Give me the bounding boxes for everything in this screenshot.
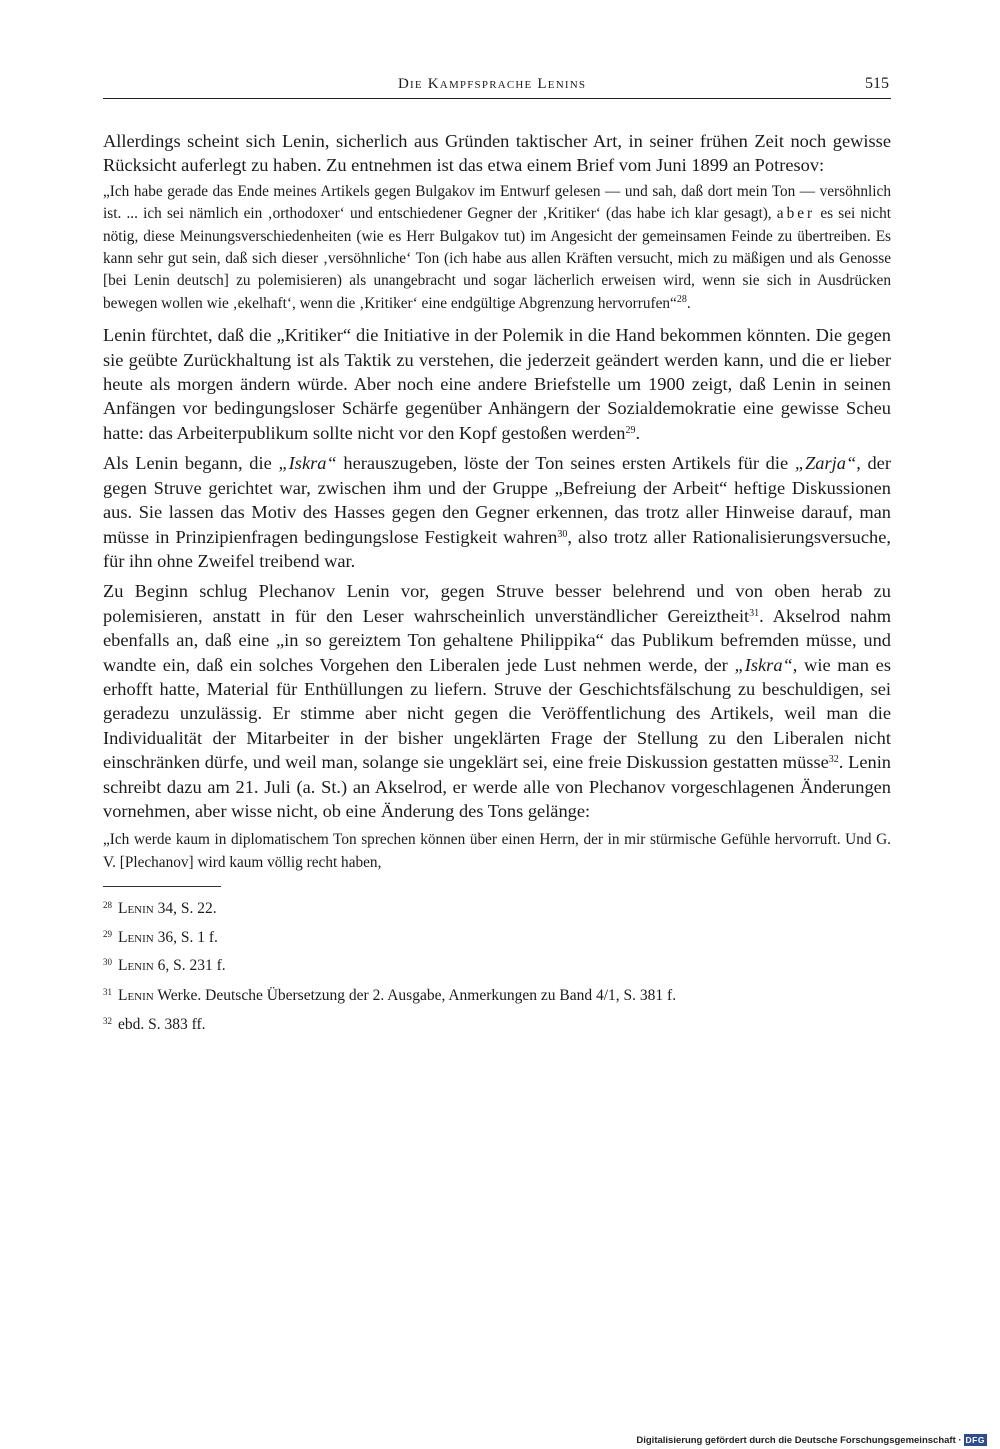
- footnote-text: 34, S. 22.: [153, 900, 217, 918]
- quote-2: „Ich werde kaum in diplomatischem Ton sprechen können über einen Herrn, der in mir stürmische Gefühle hervorruft. Und G. V. [Plechanov] wird kaum völlig recht haben,: [103, 831, 891, 871]
- footnote-text: 36, S. 1 f.: [153, 928, 218, 946]
- quote-1-spaced-word: aber: [776, 205, 816, 223]
- journal-page: [103, 72, 891, 1037]
- footnotes: [103, 893, 891, 1037]
- paragraph-3: [103, 451, 891, 573]
- credit-text: Digitalisierung gefördert durch die Deutsche Forschungsgemeinschaft ·: [636, 1434, 962, 1446]
- footnote-mark: 28: [103, 900, 112, 911]
- footnote-mark: 29: [103, 928, 112, 939]
- iskra-title-2: „Iskra“: [734, 654, 793, 675]
- quote-1-part-a: „Ich habe gerade das Ende meines Artikels gegen Bulgakov im Entwurf gelesen — und sah, daß dort mein Ton — versöhnlich ist. ... ich sei nämlich ein ‚orthodoxer‘ und entschiedener Gegner der ‚Kritiker‘ (das habe ich klar gesagt),: [103, 182, 891, 223]
- paragraph-2: [103, 323, 891, 445]
- footnote-mark: 30: [103, 957, 112, 968]
- page-header: [103, 72, 891, 99]
- quote-1: [103, 181, 891, 315]
- paragraph-4-part-a: Zu Beginn schlug Plechanov Lenin vor, gegen Struve besser belehrend und von oben herab zu polemisieren, anstatt in für den Leser wahrscheinlich unverständlicher Gereiztheit: [103, 581, 891, 626]
- footnote-ref-32[interactable]: 32: [828, 754, 839, 766]
- footnote-28: [103, 893, 891, 922]
- running-title: Die Kampfsprache Lenins: [398, 76, 587, 92]
- footnote-31: [103, 981, 891, 1007]
- footnote-30: [103, 950, 891, 979]
- footnote-ref-31[interactable]: 31: [749, 607, 760, 619]
- footnote-ref-30[interactable]: 30: [557, 528, 568, 540]
- footnote-text: Werke. Deutsche Übersetzung der 2. Ausgabe, Anmerkungen zu Band 4/1, S. 381 f.: [153, 986, 677, 1004]
- footnote-text: ebd. S. 383 ff.: [118, 1015, 206, 1033]
- quote-1-end: .: [686, 294, 691, 312]
- dfg-logo: DFG: [965, 1435, 985, 1445]
- paragraph-4-part-c: , wie man es erhofft hatte, Material für Enthüllungen zu liefern. Struve der Geschichtsfälschung zu beschuldigen, sei geradezu unzulässig. Er stimme aber nicht gegen die Veröffentlichung des Artikels, weil man die Individualität der Mitarbeiter in der bisher ungeklärten Frage der Stellung zu den Liberalen nicht einschränken dürfe, und weil man, solange sie ungeklärt sei, eine freie Diskussion gestatten müsse: [103, 654, 891, 773]
- footnote-ref-29[interactable]: 29: [625, 424, 636, 436]
- zarja-title: „Zarja“: [794, 453, 857, 474]
- footnote-author: Lenin: [118, 986, 154, 1004]
- footnote-29: [103, 922, 891, 951]
- footnote-divider: [103, 886, 221, 887]
- paragraph-2-end: .: [635, 422, 641, 443]
- quote-1-part-b: es sei nicht nötig, diese Meinungsverschiedenheiten (wie es Herr Bulgakov tut) im Angesicht der gemeinsamen Feinde zu übertreiben. Es kann sehr gut sein, daß sich dieser ‚versöhnliche‘ Ton (ich habe aus allen Kräften versucht, mich zu mäßigen und als Genosse [bei Lenin deutsch] zu polemisieren) als unangebracht und sogar lächerlich erweisen wird, wenn sie sich in Ausdrücken bewegen wollen wie ‚ekelhaft‘, wenn die ‚Kritiker‘ eine endgültige Abgrenzung hervorrufen“: [103, 205, 891, 312]
- footnote-text: 6, S. 231 f.: [153, 957, 226, 975]
- footnote-mark: 31: [103, 986, 112, 997]
- footnote-32: [103, 1009, 891, 1038]
- footnote-mark: 32: [103, 1015, 112, 1026]
- paragraph-1: Allerdings scheint sich Lenin, sicherlich aus Gründen taktischer Art, in seiner frühen Zeit noch gewisse Rücksicht auferlegt zu haben. Zu entnehmen ist das etwa einem Brief vom Juni 1899 an Potresov:: [103, 131, 891, 176]
- paragraph-3-part-a: Als Lenin begann, die: [103, 453, 279, 474]
- paragraph-3-part-c: , der gegen Struve gerichtet war, zwischen ihm und der Gruppe „Befreiung der Arbeit“ heftige Diskussionen aus. Sie lassen das Motiv des Hasses gegen den Gegner erkennen, das trotz aller Hinweise darauf, man müsse in Prinzipienfragen bedingungslose Festigkeit wahren: [103, 453, 891, 547]
- iskra-title-1: „Iskra“: [278, 453, 337, 474]
- paragraph-2-text: Lenin fürchtet, daß die „Kritiker“ die Initiative in der Polemik in die Hand bekommen könnten. Die gegen sie geübte Zurückhaltung ist als Taktik zu verstehen, die jederzeit geändert werden kann, und die er lieber heute als morgen ändern würde. Aber noch eine andere Briefstelle um 1900 zeigt, daß Lenin in seinen Anfängen vor bedingungsloser Schärfe gegenüber Anhängern der Sozialdemokratie eine gewisse Scheu hatte: das Arbeiterpublikum sollte nicht vor den Kopf gestoßen werden: [103, 325, 891, 443]
- footnote-author: Lenin: [118, 928, 154, 946]
- paragraph-4-part-b: . Akselrod nahm ebenfalls an, daß eine „in so gereiztem Ton gehaltene Philippika“ das Publikum befremden müsse, und wandte ein, daß ein solches Vorgehen den Liberalen jede Lust nehmen werde, der: [103, 605, 891, 675]
- footnote-author: Lenin: [118, 957, 154, 975]
- paragraph-4: [103, 579, 891, 823]
- paragraph-3-part-b: herauszugeben, löste der Ton seines ersten Artikels für die: [336, 453, 795, 474]
- paragraph-3-part-d: , also trotz aller Rationalisierungsversuche, für ihn ohne Zweifel treibend war.: [103, 526, 891, 571]
- paragraph-4-part-d: . Lenin schreibt dazu am 21. Juli (a. St.) an Akselrod, er werde alle von Plechanov vorgeschlagenen Änderungen vornehmen, aber wisse nicht, ob eine Änderung des Tons gelänge:: [103, 752, 891, 821]
- footnote-ref-28[interactable]: 28: [676, 293, 687, 305]
- page-number: 515: [865, 75, 889, 92]
- digitization-credit: [636, 1434, 987, 1446]
- footnote-author: Lenin: [118, 900, 154, 918]
